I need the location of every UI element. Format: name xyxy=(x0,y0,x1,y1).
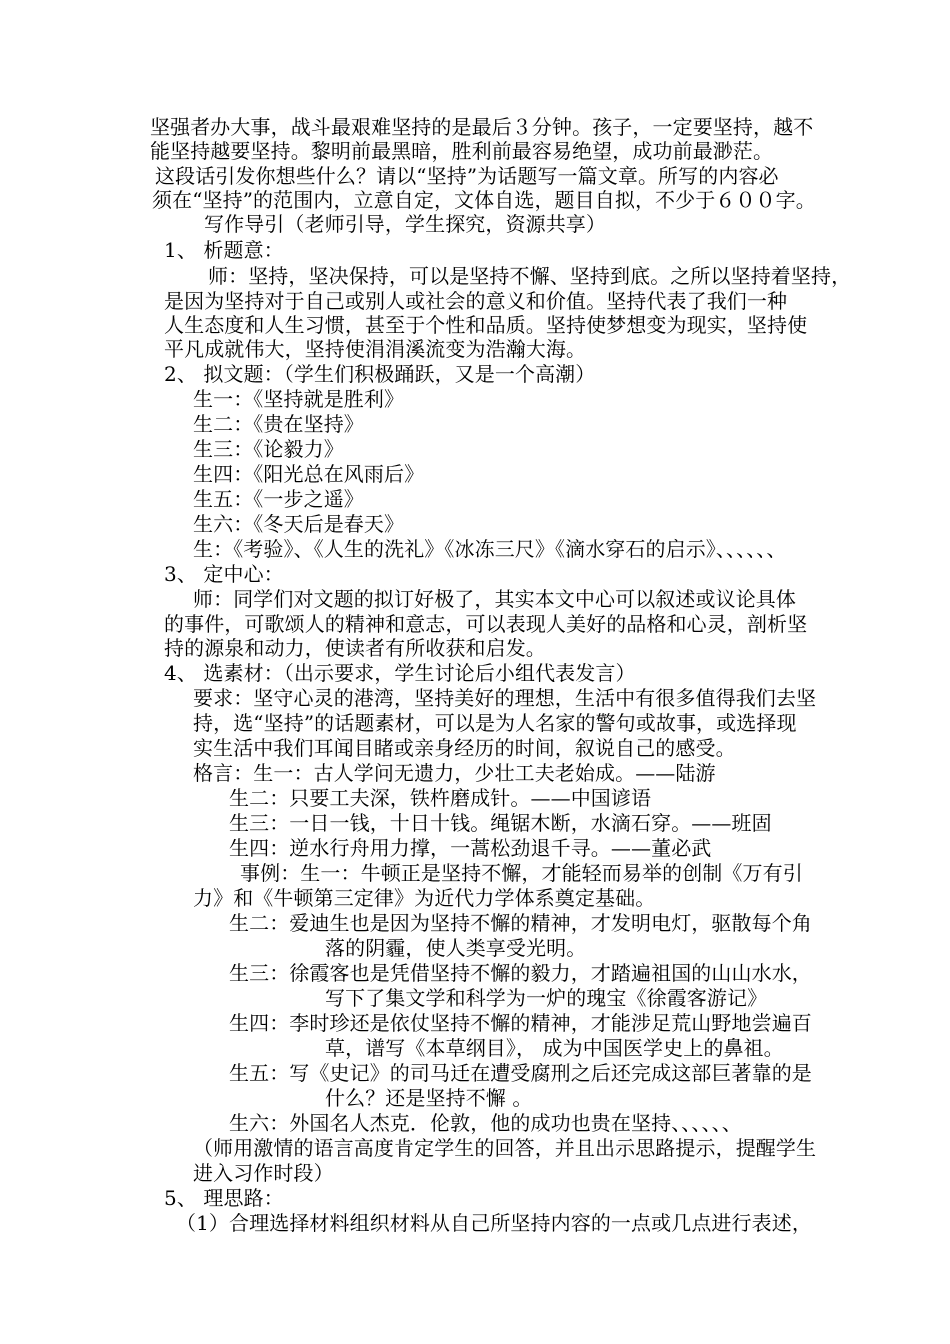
section-5-text: （1）合理选择材料组织材料从自己所坚持内容的一点或几点进行表述， xyxy=(176,1211,812,1235)
case-line: 草，谱写《本草纲目》， 成为中国医学史上的鼻祖。 xyxy=(325,1036,784,1060)
case-line: 什么？还是坚持不懈 。 xyxy=(325,1086,533,1110)
case-line: 生三：徐霞客也是凭借坚持不懈的毅力，才踏遍祖国的山山水水， xyxy=(229,961,812,985)
title-item: 生一：《坚持就是胜利》 xyxy=(193,387,405,411)
case-line: 写下了集文学和科学为一炉的瑰宝《徐霞客游记》 xyxy=(325,986,768,1010)
section-3-text: 持的源泉和动力，使读者有所收获和启发。 xyxy=(164,636,546,660)
intro-line: 须在“坚持”的范围内，立意自定，文体自选，题目自拟，不少于６００字。 xyxy=(152,188,816,212)
quote-line: 生四：逆水行舟用力撑，一蒿松劲退千寻。——董必武 xyxy=(229,836,712,860)
case-line: 生四：李时珍还是依仗坚持不懈的精神，才能涉足荒山野地尝遍百 xyxy=(229,1011,812,1035)
section-5-heading: 5、 理思路： xyxy=(164,1186,284,1210)
quote-line: 格言：生一：古人学问无遗力，少壮工夫老始成。——陆游 xyxy=(193,761,716,785)
case-line: 事例：生一：牛顿正是坚持不懈，才能轻而易举的创制《万有引 xyxy=(240,861,803,885)
section-1-text: 平凡成就伟大，坚持使涓涓溪流变为浩瀚大海。 xyxy=(164,337,587,361)
section-1-heading: 1、 析题意： xyxy=(164,238,284,262)
teacher-note: （师用激情的语言高度肯定学生的回答，并且出示思路提示，提醒学生 xyxy=(193,1136,817,1160)
section-4-heading: 4、 选素材：（出示要求，学生讨论后小组代表发言） xyxy=(164,661,636,685)
section-3-text: 师：同学们对文题的拟订好极了，其实本文中心可以叙述或议论具体 xyxy=(193,587,796,611)
intro-line: 坚强者办大事，战斗最艰难坚持的是最后３分钟。孩子，一定要坚持，越不 xyxy=(150,115,814,139)
case-line: 生五：写《史记》的司马迁在遭受腐刑之后还完成这部巨著靠的是 xyxy=(229,1061,812,1085)
teacher-note: 进入习作时段） xyxy=(193,1161,334,1185)
title-item: 生二：《贵在坚持》 xyxy=(193,412,364,436)
section-3-heading: 3、 定中心： xyxy=(164,562,284,586)
intro-line: 能坚持越要坚持。黎明前最黑暗，胜利前最容易绝望，成功前最渺茫。 xyxy=(150,139,774,163)
requirement-text: 持，选“坚持”的话题素材，可以是为人名家的警句或故事，或选择现 xyxy=(193,711,797,735)
case-line: 落的阴霾，使人类享受光明。 xyxy=(325,936,587,960)
requirement-text: 要求：坚守心灵的港湾，坚持美好的理想，生活中有很多值得我们去坚 xyxy=(193,686,817,710)
guide-heading: 写作导引（老师引导，学生探究，资源共享） xyxy=(204,212,606,236)
case-line: 力》和《牛顿第三定律》为近代力学体系奠定基础。 xyxy=(193,886,656,910)
title-item: 生：《考验》、《人生的洗礼》《冰冻三尺》《滴水穿石的启示》、、、、、、 xyxy=(193,537,787,561)
section-3-text: 的事件，可歌颂人的精神和意志，可以表现人美好的品格和心灵，剖析坚 xyxy=(164,612,808,636)
title-item: 生三：《论毅力》 xyxy=(193,437,344,461)
quote-line: 生三：一日一钱，十日十钱。绳锯木断，水滴石穿。——班固 xyxy=(229,811,772,835)
section-1-text: 人生态度和人生习惯，甚至于个性和品质。坚持使梦想变为现实，坚持使 xyxy=(164,313,808,337)
quote-line: 生二：只要工夫深，铁杵磨成针。——中国谚语 xyxy=(229,786,652,810)
title-item: 生六：《冬天后是春天》 xyxy=(193,512,405,536)
title-item: 生四：《阳光总在风雨后》 xyxy=(193,462,425,486)
title-item: 生五：《一步之遥》 xyxy=(193,487,364,511)
case-line: 生六：外国名人杰克．伦敦，他的成功也贵在坚持、、、、、、 xyxy=(229,1111,742,1135)
section-1-text: 师：坚持，坚决保持，可以是坚持不懈、坚持到底。之所以坚持着坚持， xyxy=(208,264,852,288)
intro-line: 这段话引发你想些什么？请以“坚持”为话题写一篇文章。所写的内容必 xyxy=(155,164,779,188)
section-1-text: 是因为坚持对于自己或别人或社会的意义和价值。坚持代表了我们一种 xyxy=(164,289,788,313)
section-2-heading: 2、 拟文题：（学生们积极踊跃，又是一个高潮） xyxy=(164,362,596,386)
requirement-text: 实生活中我们耳闻目睹或亲身经历的时间，叙说自己的感受。 xyxy=(193,736,736,760)
case-line: 生二：爱迪生也是因为坚持不懈的精神，才发明电灯，驱散每个角 xyxy=(229,911,812,935)
